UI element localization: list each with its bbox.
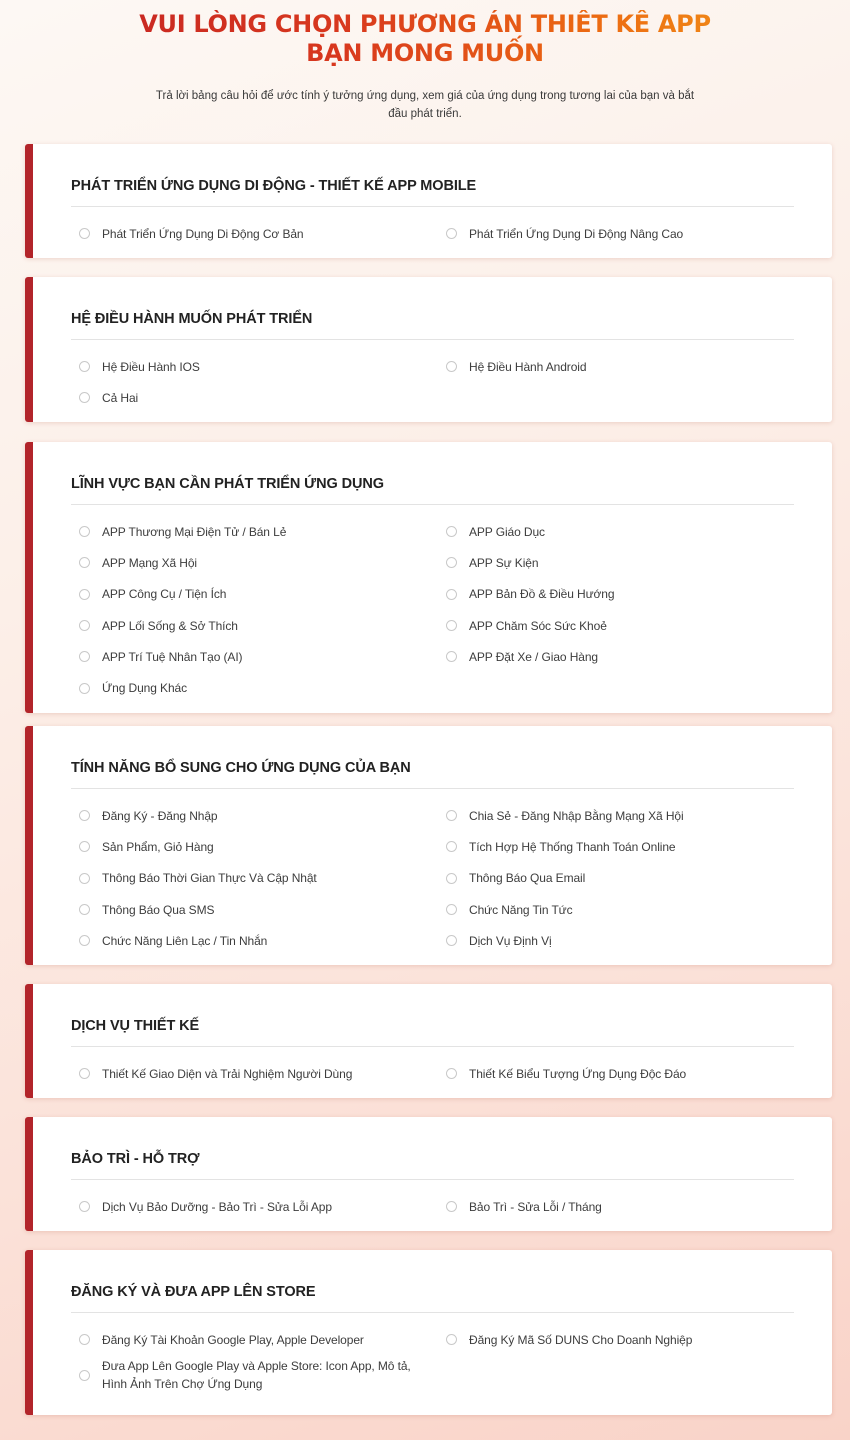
- radio-button[interactable]: [79, 620, 90, 631]
- option-social-app[interactable]: [71, 547, 438, 578]
- option-register-login[interactable]: [71, 800, 438, 831]
- section-maintenance-support: [25, 1117, 832, 1231]
- option-label: Phát Triển Ứng Dụng Di Động Cơ Bản: [102, 226, 304, 241]
- option-label: Đưa App Lên Google Play và Apple Store: Icon App, Mô tả, Hình Ảnh Trên Chợ Ứng Dụng: [102, 1359, 411, 1392]
- page-header: [0, 10, 850, 123]
- section-title: HỆ ĐIỀU HÀNH MUỐN PHÁT TRIỂN: [71, 311, 313, 327]
- radio-button[interactable]: [446, 1068, 457, 1079]
- option-ai-app[interactable]: [71, 641, 438, 672]
- option-label: Hệ Điều Hành IOS: [102, 359, 200, 374]
- radio-button[interactable]: [446, 1334, 457, 1345]
- option-ios[interactable]: [71, 351, 438, 382]
- option-monthly-maintenance[interactable]: [438, 1191, 802, 1222]
- radio-button[interactable]: [79, 228, 90, 239]
- option-label: Thông Báo Thời Gian Thực Và Cập Nhật: [102, 871, 317, 886]
- section-divider: [71, 1046, 794, 1047]
- option-maintenance-service[interactable]: [71, 1191, 438, 1222]
- option-event-app[interactable]: [438, 547, 802, 578]
- section-operating-system: [25, 277, 832, 422]
- option-other-app[interactable]: [71, 672, 438, 703]
- radio-button[interactable]: [79, 683, 90, 694]
- option-label: APP Thương Mại Điện Tử / Bán Lẻ: [102, 524, 287, 539]
- radio-button[interactable]: [446, 841, 457, 852]
- section-app-field: [25, 442, 832, 713]
- option-label: APP Mạng Xã Hội: [102, 555, 197, 570]
- section-title: DỊCH VỤ THIẾT KẾ: [71, 1018, 200, 1034]
- option-label: APP Trí Tuệ Nhân Tạo (AI): [102, 649, 243, 664]
- section-title: ĐĂNG KÝ VÀ ĐƯA APP LÊN STORE: [71, 1284, 316, 1300]
- option-basic-app-development[interactable]: [71, 218, 438, 249]
- radio-button[interactable]: [79, 1201, 90, 1212]
- option-sms-notifications[interactable]: [71, 894, 438, 925]
- radio-button[interactable]: [446, 228, 457, 239]
- page-title-line-2: BẠN MONG MUỐN: [306, 39, 544, 67]
- radio-button[interactable]: [446, 1201, 457, 1212]
- radio-button[interactable]: [446, 361, 457, 372]
- option-utility-app[interactable]: [71, 579, 438, 610]
- option-android[interactable]: [438, 351, 802, 382]
- option-label: Phát Triển Ứng Dụng Di Động Nâng Cao: [469, 226, 684, 241]
- radio-button[interactable]: [79, 841, 90, 852]
- section-title: PHÁT TRIỂN ỨNG DỤNG DI ĐỘNG - THIẾT KẾ APP MOBILE: [71, 178, 477, 194]
- option-list: [71, 1324, 802, 1392]
- radio-button[interactable]: [446, 651, 457, 662]
- option-list: [71, 218, 802, 249]
- option-online-payment[interactable]: [438, 831, 802, 862]
- radio-button[interactable]: [79, 935, 90, 946]
- radio-button[interactable]: [79, 392, 90, 403]
- radio-button[interactable]: [79, 904, 90, 915]
- option-location-service[interactable]: [438, 925, 802, 956]
- section-title: BẢO TRÌ - HỖ TRỢ: [71, 1151, 200, 1167]
- option-map-app[interactable]: [438, 579, 802, 610]
- option-lifestyle-app[interactable]: [71, 610, 438, 641]
- section-divider: [71, 504, 794, 505]
- option-label: Dịch Vụ Định Vị: [469, 933, 552, 948]
- page-title-line-1: VUI LÒNG CHỌN PHƯƠNG ÁN THIẾT KẾ APP: [139, 10, 711, 38]
- section-divider: [71, 339, 794, 340]
- radio-button[interactable]: [79, 526, 90, 537]
- option-list: [71, 1058, 802, 1089]
- radio-button[interactable]: [79, 810, 90, 821]
- section-title: TÍNH NĂNG BỔ SUNG CHO ỨNG DỤNG CỦA BẠN: [71, 760, 411, 776]
- option-email-notifications[interactable]: [438, 863, 802, 894]
- option-label: Bảo Trì - Sửa Lỗi / Tháng: [469, 1199, 602, 1214]
- section-divider: [71, 206, 794, 207]
- option-list: [71, 351, 802, 414]
- option-label: APP Chăm Sóc Sức Khoẻ: [469, 618, 607, 633]
- section-store-publishing: [25, 1250, 832, 1415]
- radio-button[interactable]: [79, 651, 90, 662]
- page-subtitle: Trả lời bảng câu hỏi để ước tính ý tưởng ứng dụng, xem giá của ứng dụng trong tương lai của bạn và bắt đầu phát triển.: [155, 90, 695, 120]
- option-list: [71, 516, 802, 704]
- option-label: Đăng Ký Tài Khoản Google Play, Apple Developer: [102, 1332, 364, 1347]
- option-label: Thiết Kế Biểu Tượng Ứng Dụng Độc Đáo: [469, 1066, 687, 1081]
- option-label: APP Bản Đồ & Điều Hướng: [469, 587, 615, 602]
- option-ride-delivery-app[interactable]: [438, 641, 802, 672]
- option-list: [71, 1191, 802, 1222]
- radio-button[interactable]: [446, 810, 457, 821]
- option-label: Tích Hợp Hệ Thống Thanh Toán Online: [469, 839, 676, 854]
- option-label: Đăng Ký Mã Số DUNS Cho Doanh Nghiệp: [469, 1332, 693, 1347]
- option-education-app[interactable]: [438, 516, 802, 547]
- option-label: Chức Năng Liên Lạc / Tin Nhắn: [102, 933, 268, 948]
- radio-button[interactable]: [446, 589, 457, 600]
- option-developer-accounts[interactable]: [71, 1324, 438, 1355]
- option-label: Dịch Vụ Bảo Dưỡng - Bảo Trì - Sửa Lỗi App: [102, 1199, 332, 1214]
- radio-button[interactable]: [79, 589, 90, 600]
- radio-button[interactable]: [446, 557, 457, 568]
- section-additional-features: [25, 726, 832, 965]
- option-label: APP Lối Sống & Sở Thích: [102, 618, 238, 633]
- option-label: Đăng Ký - Đăng Nhập: [102, 808, 218, 823]
- option-label: Chia Sẻ - Đăng Nhập Bằng Mạng Xã Hội: [469, 808, 684, 823]
- option-label: APP Công Cụ / Tiện Ích: [102, 587, 227, 602]
- option-label: Hệ Điều Hành Android: [469, 359, 587, 374]
- section-divider: [71, 788, 794, 789]
- option-news-feature[interactable]: [438, 894, 802, 925]
- section-app-development: [25, 144, 832, 258]
- radio-button[interactable]: [79, 557, 90, 568]
- section-divider: [71, 1179, 794, 1180]
- option-both[interactable]: [71, 382, 438, 413]
- option-label: Ứng Dụng Khác: [102, 681, 188, 696]
- option-advanced-app-development[interactable]: [438, 218, 802, 249]
- option-icon-design[interactable]: [438, 1058, 802, 1089]
- option-label: Thông Báo Qua Email: [469, 871, 586, 886]
- section-design-services: [25, 984, 832, 1098]
- radio-button[interactable]: [79, 361, 90, 372]
- radio-button[interactable]: [79, 1334, 90, 1345]
- option-label: Cả Hai: [102, 390, 139, 405]
- option-label: Chức Năng Tin Tức: [469, 902, 573, 917]
- radio-button[interactable]: [79, 873, 90, 884]
- radio-button[interactable]: [79, 1068, 90, 1079]
- option-label: APP Đặt Xe / Giao Hàng: [469, 649, 598, 664]
- radio-button[interactable]: [446, 620, 457, 631]
- option-products-cart[interactable]: [71, 831, 438, 862]
- radio-button[interactable]: [446, 873, 457, 884]
- section-title: LĨNH VỰC BẠN CẦN PHÁT TRIỂN ỨNG DỤNG: [71, 476, 384, 492]
- option-messaging-feature[interactable]: [71, 925, 438, 956]
- option-duns-number[interactable]: [438, 1324, 802, 1355]
- option-label: Thiết Kế Giao Diện và Trải Nghiệm Người Dùng: [102, 1066, 353, 1081]
- radio-button[interactable]: [446, 935, 457, 946]
- option-label: APP Sự Kiện: [469, 555, 539, 570]
- option-list: [71, 800, 802, 956]
- option-ui-ux-design[interactable]: [71, 1058, 438, 1089]
- option-ecommerce-app[interactable]: [71, 516, 438, 547]
- option-store-publishing[interactable]: [71, 1355, 438, 1395]
- radio-button[interactable]: [446, 904, 457, 915]
- section-divider: [71, 1312, 794, 1313]
- radio-button[interactable]: [79, 1370, 90, 1381]
- option-healthcare-app[interactable]: [438, 610, 802, 641]
- page-title: [0, 10, 850, 68]
- option-social-login[interactable]: [438, 800, 802, 831]
- option-label: Thông Báo Qua SMS: [102, 902, 215, 917]
- radio-button[interactable]: [446, 526, 457, 537]
- option-label: APP Giáo Dục: [469, 524, 545, 539]
- option-realtime-notifications[interactable]: [71, 863, 438, 894]
- option-label: Sản Phẩm, Giỏ Hàng: [102, 839, 214, 854]
